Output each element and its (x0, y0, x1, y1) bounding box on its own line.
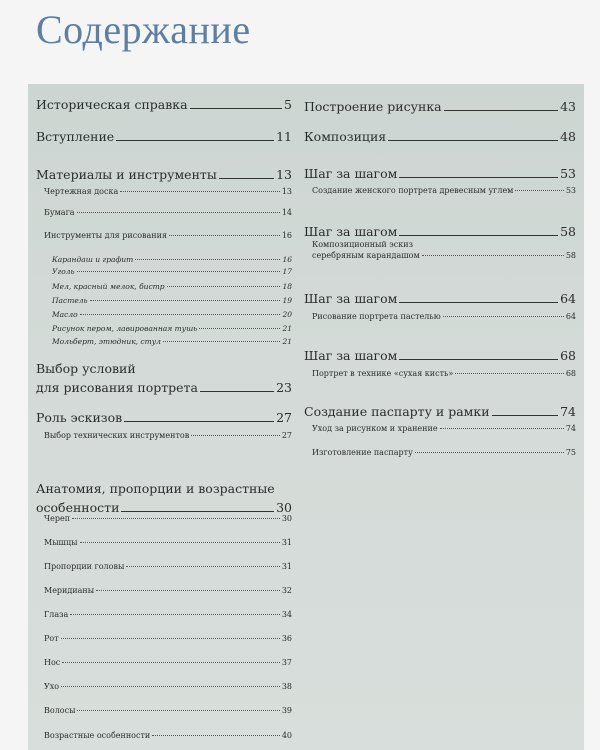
toc-entry[interactable] (304, 312, 576, 321)
toc-leader (80, 542, 280, 543)
toc-page-number: 53 (565, 186, 576, 195)
toc-page-number: 18 (282, 282, 292, 291)
toc-entry[interactable] (36, 361, 292, 395)
toc-leader (190, 108, 282, 109)
toc-leader (399, 359, 558, 360)
toc-entry[interactable] (36, 706, 292, 715)
toc-page-number: 64 (565, 312, 576, 321)
toc-leader (70, 614, 280, 615)
toc-entry[interactable] (36, 97, 292, 112)
toc-entry-title: Рот (44, 634, 59, 643)
toc-entry-title: Построение рисунка (304, 99, 442, 114)
toc-entry-title: Ухо (44, 682, 60, 691)
toc-page-number: 16 (281, 231, 292, 240)
toc-entry[interactable] (304, 348, 576, 363)
toc-page-number: 21 (282, 324, 292, 333)
toc-entry[interactable] (36, 255, 292, 264)
toc-entry-title: Мышцы (44, 538, 78, 547)
toc-entry[interactable] (36, 231, 292, 240)
toc-leader (422, 255, 564, 256)
toc-entry[interactable] (36, 538, 292, 547)
toc-page-number: 68 (560, 348, 576, 363)
toc-page-number: 27 (276, 410, 292, 425)
toc-entry-title: Карандаш и графит (52, 255, 134, 264)
toc-page-number: 13 (276, 167, 292, 182)
toc-entry-title: Инструменты для рисования (44, 231, 167, 240)
toc-entry[interactable] (36, 282, 292, 291)
toc-leader (124, 421, 274, 422)
toc-page-number: 17 (282, 267, 292, 276)
toc-entry-title: Меридианы (44, 586, 95, 595)
toc-page-number: 14 (281, 208, 292, 217)
toc-entry-title: Создание паспарту и рамки (304, 404, 490, 419)
toc-entry-title: Вступление (36, 129, 115, 144)
toc-page-number: 13 (281, 187, 292, 196)
toc-entry[interactable] (304, 369, 576, 378)
toc-entry[interactable] (36, 129, 292, 144)
toc-entry-title-line1: Выбор условий (36, 361, 136, 376)
toc-leader (169, 235, 280, 236)
toc-entry[interactable] (36, 324, 292, 333)
toc-entry[interactable] (36, 586, 292, 595)
toc-entry-title: Материалы и инструменты (36, 167, 217, 182)
toc-entry[interactable] (36, 634, 292, 643)
toc-leader (399, 302, 558, 303)
toc-page-number: 39 (281, 706, 292, 715)
toc-page-number: 58 (565, 251, 576, 260)
toc-page-number: 11 (276, 129, 292, 144)
toc-entry-title: Роль эскизов (36, 410, 123, 425)
toc-entry-title: Изготовление паспарту (312, 448, 413, 457)
toc-entry[interactable] (36, 658, 292, 667)
toc-leader (191, 435, 280, 436)
toc-entry-title: Возрастные особенности (44, 731, 151, 740)
toc-leader (440, 428, 564, 429)
toc-page-number: 64 (560, 291, 576, 306)
toc-page-number: 40 (281, 731, 292, 740)
toc-page-number: 5 (284, 97, 292, 112)
toc-entry[interactable] (36, 296, 292, 305)
toc-page-number: 53 (560, 166, 576, 181)
toc-entry-title: Композиция (304, 129, 387, 144)
toc-leader (72, 518, 280, 519)
toc-entry[interactable] (36, 431, 292, 440)
toc-entry[interactable] (304, 224, 576, 239)
toc-page-number: 20 (282, 310, 292, 319)
toc-entry[interactable] (304, 291, 576, 306)
toc-entry[interactable] (36, 610, 292, 619)
toc-page-number: 31 (281, 562, 292, 571)
toc-page-number: 32 (281, 586, 292, 595)
toc-entry-title: Рисунок пером, лавированная тушь (52, 324, 198, 333)
toc-entry-title: Шаг за шагом (304, 348, 398, 363)
toc-leader (152, 735, 280, 736)
toc-leader (126, 566, 280, 567)
toc-entry[interactable] (36, 208, 292, 217)
toc-leader (200, 391, 274, 392)
toc-entry-title: Шаг за шагом (304, 166, 398, 181)
toc-entry-title: Уголь (52, 267, 75, 276)
toc-entry-title: Глаза (44, 610, 69, 619)
toc-entry[interactable] (36, 337, 292, 346)
toc-entry[interactable] (36, 267, 292, 276)
toc-entry-title: Портрет в технике «сухая кисть» (312, 369, 454, 378)
toc-leader (80, 314, 281, 315)
toc-leader (77, 271, 281, 272)
toc-entry[interactable] (36, 481, 292, 515)
toc-leader (90, 300, 281, 301)
toc-entry-title: для рисования портрета (36, 380, 198, 395)
toc-leader (515, 190, 563, 191)
toc-page-number: 30 (276, 500, 292, 515)
toc-panel (28, 84, 584, 750)
toc-entry[interactable] (304, 99, 576, 114)
toc-entry-title: серебряным карандашом (312, 251, 420, 260)
toc-entry[interactable] (36, 167, 292, 182)
toc-page-number: 75 (565, 448, 576, 457)
toc-entry-title: Пропорции головы (44, 562, 125, 571)
toc-page-number: 37 (281, 658, 292, 667)
toc-entry[interactable] (304, 424, 576, 433)
toc-entry[interactable] (36, 731, 292, 740)
toc-entry-title: Чертежная доска (44, 187, 119, 196)
toc-leader (443, 316, 564, 317)
toc-leader (62, 662, 280, 663)
toc-page-number: 16 (282, 255, 292, 264)
toc-leader (120, 191, 280, 192)
toc-page-number: 23 (276, 380, 292, 395)
toc-entry[interactable] (36, 187, 292, 196)
toc-entry-title: Мел, красный мелок, бистр (52, 282, 165, 291)
toc-leader (415, 452, 564, 453)
toc-entry[interactable] (304, 240, 576, 260)
toc-entry-title: Создание женского портрета древесным углем (312, 186, 514, 195)
toc-leader (61, 638, 280, 639)
toc-leader (444, 110, 559, 111)
toc-leader (135, 259, 280, 260)
toc-leader (455, 373, 564, 374)
toc-page-number: 27 (281, 431, 292, 440)
toc-entry[interactable] (36, 514, 292, 523)
toc-entry[interactable] (304, 404, 576, 419)
toc-entry[interactable] (304, 186, 576, 195)
toc-leader (116, 140, 274, 141)
toc-page-number: 34 (281, 610, 292, 619)
toc-page-number: 74 (565, 424, 576, 433)
toc-page-number: 36 (281, 634, 292, 643)
toc-leader (61, 686, 280, 687)
toc-leader (219, 178, 274, 179)
toc-entry-title: Пастель (52, 296, 88, 305)
toc-entry-title: Нос (44, 658, 61, 667)
toc-entry-title-line1: Анатомия, пропорции и возрастные (36, 481, 275, 496)
toc-page-number: 74 (560, 404, 576, 419)
toc-page-number: 43 (560, 99, 576, 114)
toc-leader (492, 415, 559, 416)
toc-entry-title: Масло (52, 310, 78, 319)
toc-page-number: 48 (560, 129, 576, 144)
toc-page-number: 19 (282, 296, 292, 305)
toc-entry[interactable] (304, 129, 576, 144)
toc-leader (167, 286, 281, 287)
toc-page-number: 30 (281, 514, 292, 523)
toc-entry-title: Волосы (44, 706, 76, 715)
toc-entry[interactable] (36, 682, 292, 691)
toc-entry-title: Мольберт, этюдник, стул (52, 337, 161, 346)
toc-page-number: 58 (560, 224, 576, 239)
toc-leader (388, 140, 558, 141)
toc-entry[interactable] (304, 166, 576, 181)
toc-entry-title-line1: Композиционный эскиз (312, 240, 413, 249)
toc-entry-title: Череп (44, 514, 71, 523)
toc-leader (199, 328, 280, 329)
toc-entry[interactable] (36, 562, 292, 571)
toc-entry[interactable] (36, 310, 292, 319)
toc-entry-title: Рисование портрета пастелью (312, 312, 441, 321)
toc-page-number: 31 (281, 538, 292, 547)
page-title: Содержание (36, 7, 251, 52)
toc-leader (399, 235, 558, 236)
toc-leader (77, 710, 279, 711)
toc-entry-title: Уход за рисунком и хранение (312, 424, 438, 433)
toc-entry-title: Историческая справка (36, 97, 188, 112)
toc-page-number: 21 (282, 337, 292, 346)
toc-entry-title: Шаг за шагом (304, 224, 398, 239)
toc-leader (96, 590, 280, 591)
toc-entry-title: Бумага (44, 208, 75, 217)
toc-entry-title: Шаг за шагом (304, 291, 398, 306)
toc-page-number: 68 (565, 369, 576, 378)
toc-leader (77, 212, 280, 213)
toc-page-number: 38 (281, 682, 292, 691)
toc-leader (163, 341, 281, 342)
toc-leader (399, 177, 558, 178)
toc-leader (121, 511, 274, 512)
toc-entry-title: особенности (36, 500, 120, 515)
toc-entry[interactable] (304, 448, 576, 457)
toc-entry[interactable] (36, 410, 292, 425)
toc-entry-title: Выбор технических инструментов (44, 431, 190, 440)
